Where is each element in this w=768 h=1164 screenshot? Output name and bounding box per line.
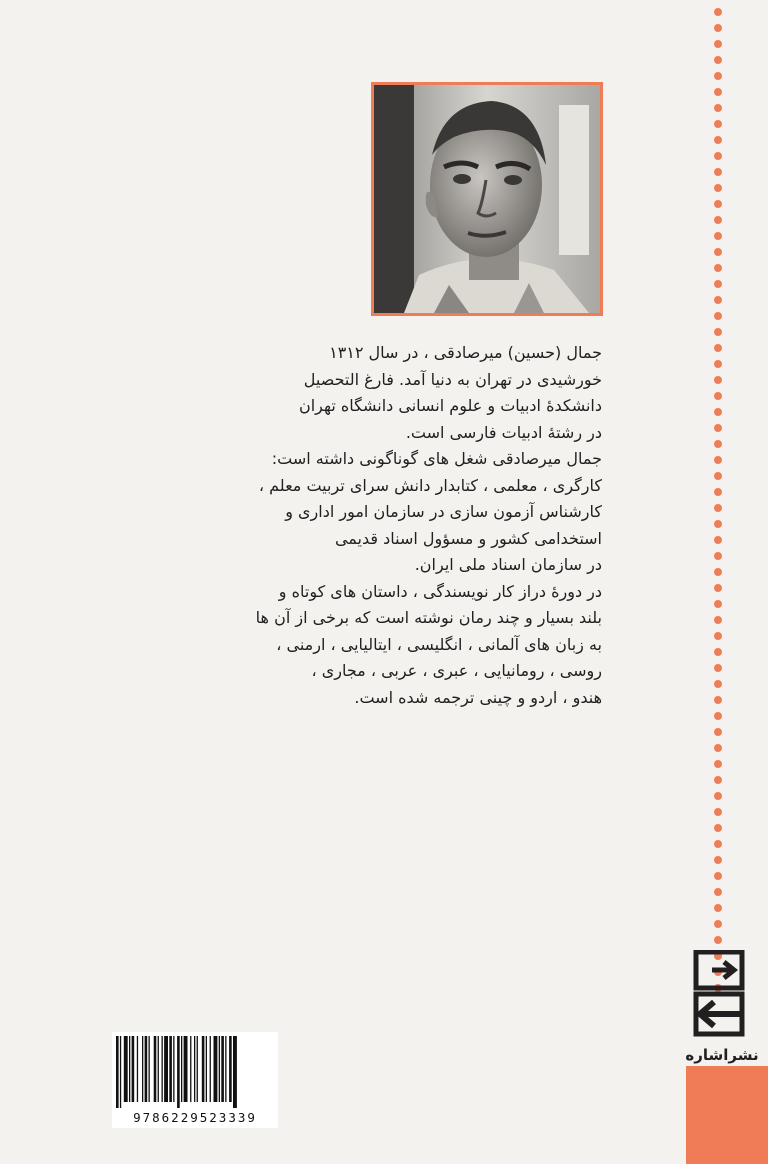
border-dot (714, 184, 722, 192)
bio-line: کارگری ، معلمی ، کتابدار دانش سرای تربیت معلم ، (258, 475, 602, 495)
border-dot (714, 936, 722, 944)
border-dot (714, 632, 722, 640)
bio-line: روسی ، رومانیایی ، عبری ، عربی ، مجاری ، (311, 661, 602, 680)
border-dot (714, 472, 722, 480)
bio-line: استخدامی کشور و مسؤول اسناد قدیمی (334, 528, 602, 548)
barcode-bar (132, 1036, 135, 1102)
barcode-bar (158, 1036, 159, 1102)
barcode-bar (206, 1036, 207, 1102)
border-dot (714, 808, 722, 816)
barcode-bar (194, 1036, 195, 1102)
border-dot (714, 616, 722, 624)
border-dot (714, 232, 722, 240)
border-dot (714, 264, 722, 272)
border-dot (714, 24, 722, 32)
barcode-bar (233, 1036, 237, 1108)
dotted-border (712, 0, 724, 998)
bio-line: خورشیدی در تهران به دنیا آمد. فارغ التحصیل (303, 369, 602, 389)
border-dot (714, 328, 722, 336)
bio-line: جمال میرصادقی شغل های گوناگونی داشته است: (271, 449, 602, 468)
isbn-barcode (112, 1032, 278, 1128)
author-biography (255, 340, 602, 711)
barcode-bar (181, 1036, 182, 1102)
barcode-bar (145, 1036, 148, 1102)
border-dot (714, 568, 722, 576)
barcode-bar (221, 1036, 224, 1102)
barcode-bar (197, 1036, 198, 1102)
barcode-bar (190, 1036, 191, 1102)
publisher-name: نشراشاره (685, 1046, 759, 1064)
barcode-bar (210, 1036, 211, 1102)
accent-block (686, 1066, 768, 1164)
bio-line: به زبان های آلمانی ، انگلیسی ، ایتالیایی ، ارمنی ، (276, 634, 602, 654)
bio-line: در دورهٔ دراز کار نویسندگی ، داستان های کوتاه و (278, 581, 602, 601)
border-dot (714, 904, 722, 912)
border-dot (714, 56, 722, 64)
border-dot (714, 40, 722, 48)
border-dot (714, 824, 722, 832)
border-dot (714, 728, 722, 736)
border-dot (714, 72, 722, 80)
border-dot (714, 888, 722, 896)
border-dot (714, 920, 722, 928)
border-dot (714, 552, 722, 560)
barcode-bar (202, 1036, 205, 1102)
barcode-bar (116, 1036, 119, 1108)
barcode-bar (219, 1036, 220, 1102)
border-dot (714, 88, 722, 96)
barcode-bar (137, 1036, 138, 1102)
border-dot (714, 648, 722, 656)
bio-line: هندو ، اردو و چینی ترجمه شده است. (354, 687, 602, 707)
barcode-bar (124, 1036, 128, 1102)
border-dot (714, 504, 722, 512)
barcode-bar (229, 1036, 232, 1102)
border-dot (714, 360, 722, 368)
barcode-bar (149, 1036, 150, 1102)
border-dot (714, 744, 722, 752)
border-dot (714, 312, 722, 320)
border-dot (714, 680, 722, 688)
border-dot (714, 280, 722, 288)
border-dot (714, 664, 722, 672)
publisher-logo-icon (682, 950, 760, 1046)
border-dot (714, 536, 722, 544)
border-dot (714, 392, 722, 400)
barcode-bar (142, 1036, 143, 1102)
border-dot (714, 408, 722, 416)
barcode-bar (129, 1036, 130, 1102)
border-dot (714, 168, 722, 176)
bio-line: دانشکدهٔ ادبیات و علوم انسانی دانشگاه تهران (298, 396, 602, 415)
barcode-bar (184, 1036, 188, 1102)
barcode-bar (214, 1036, 218, 1102)
barcode-bar (173, 1036, 174, 1102)
bio-line: جمال (حسین) میرصادقی ، در سال ۱۳۱۲ (329, 343, 602, 362)
border-dot (714, 152, 722, 160)
barcode-bar (169, 1036, 172, 1102)
border-dot (714, 344, 722, 352)
border-dot (714, 376, 722, 384)
border-dot (714, 600, 722, 608)
border-dot (714, 840, 722, 848)
author-photo-image (374, 85, 600, 313)
barcode-bar (177, 1036, 180, 1108)
border-dot (714, 520, 722, 528)
barcode-bar (120, 1036, 121, 1108)
border-dot (714, 776, 722, 784)
border-dot (714, 872, 722, 880)
barcode-bar (154, 1036, 157, 1102)
border-dot (714, 488, 722, 496)
border-dot (714, 248, 722, 256)
barcode-bar (162, 1036, 163, 1102)
author-portrait (371, 82, 603, 316)
border-dot (714, 216, 722, 224)
border-dot (714, 136, 722, 144)
border-dot (714, 696, 722, 704)
barcode-bar (164, 1036, 168, 1102)
border-dot (714, 792, 722, 800)
barcode-bars (116, 1036, 274, 1108)
border-dot (714, 584, 722, 592)
border-dot (714, 104, 722, 112)
border-dot (714, 456, 722, 464)
border-dot (714, 120, 722, 128)
barcode-bar (225, 1036, 226, 1102)
border-dot (714, 440, 722, 448)
border-dot (714, 760, 722, 768)
bio-line: در سازمان اسناد ملی ایران. (414, 555, 602, 574)
border-dot (714, 424, 722, 432)
border-dot (714, 8, 722, 16)
barcode-digits: 9786229523339 (133, 1110, 257, 1125)
border-dot (714, 200, 722, 208)
border-dot (714, 296, 722, 304)
border-dot (714, 712, 722, 720)
bio-line: در رشتهٔ ادبیات فارسی است. (405, 422, 602, 442)
bio-line: کارشناس آزمون سازی در سازمان امور اداری و (285, 502, 602, 521)
bio-line: بلند بسیار و چند رمان نوشته است که برخی از آن ها (255, 608, 602, 627)
border-dot (714, 856, 722, 864)
